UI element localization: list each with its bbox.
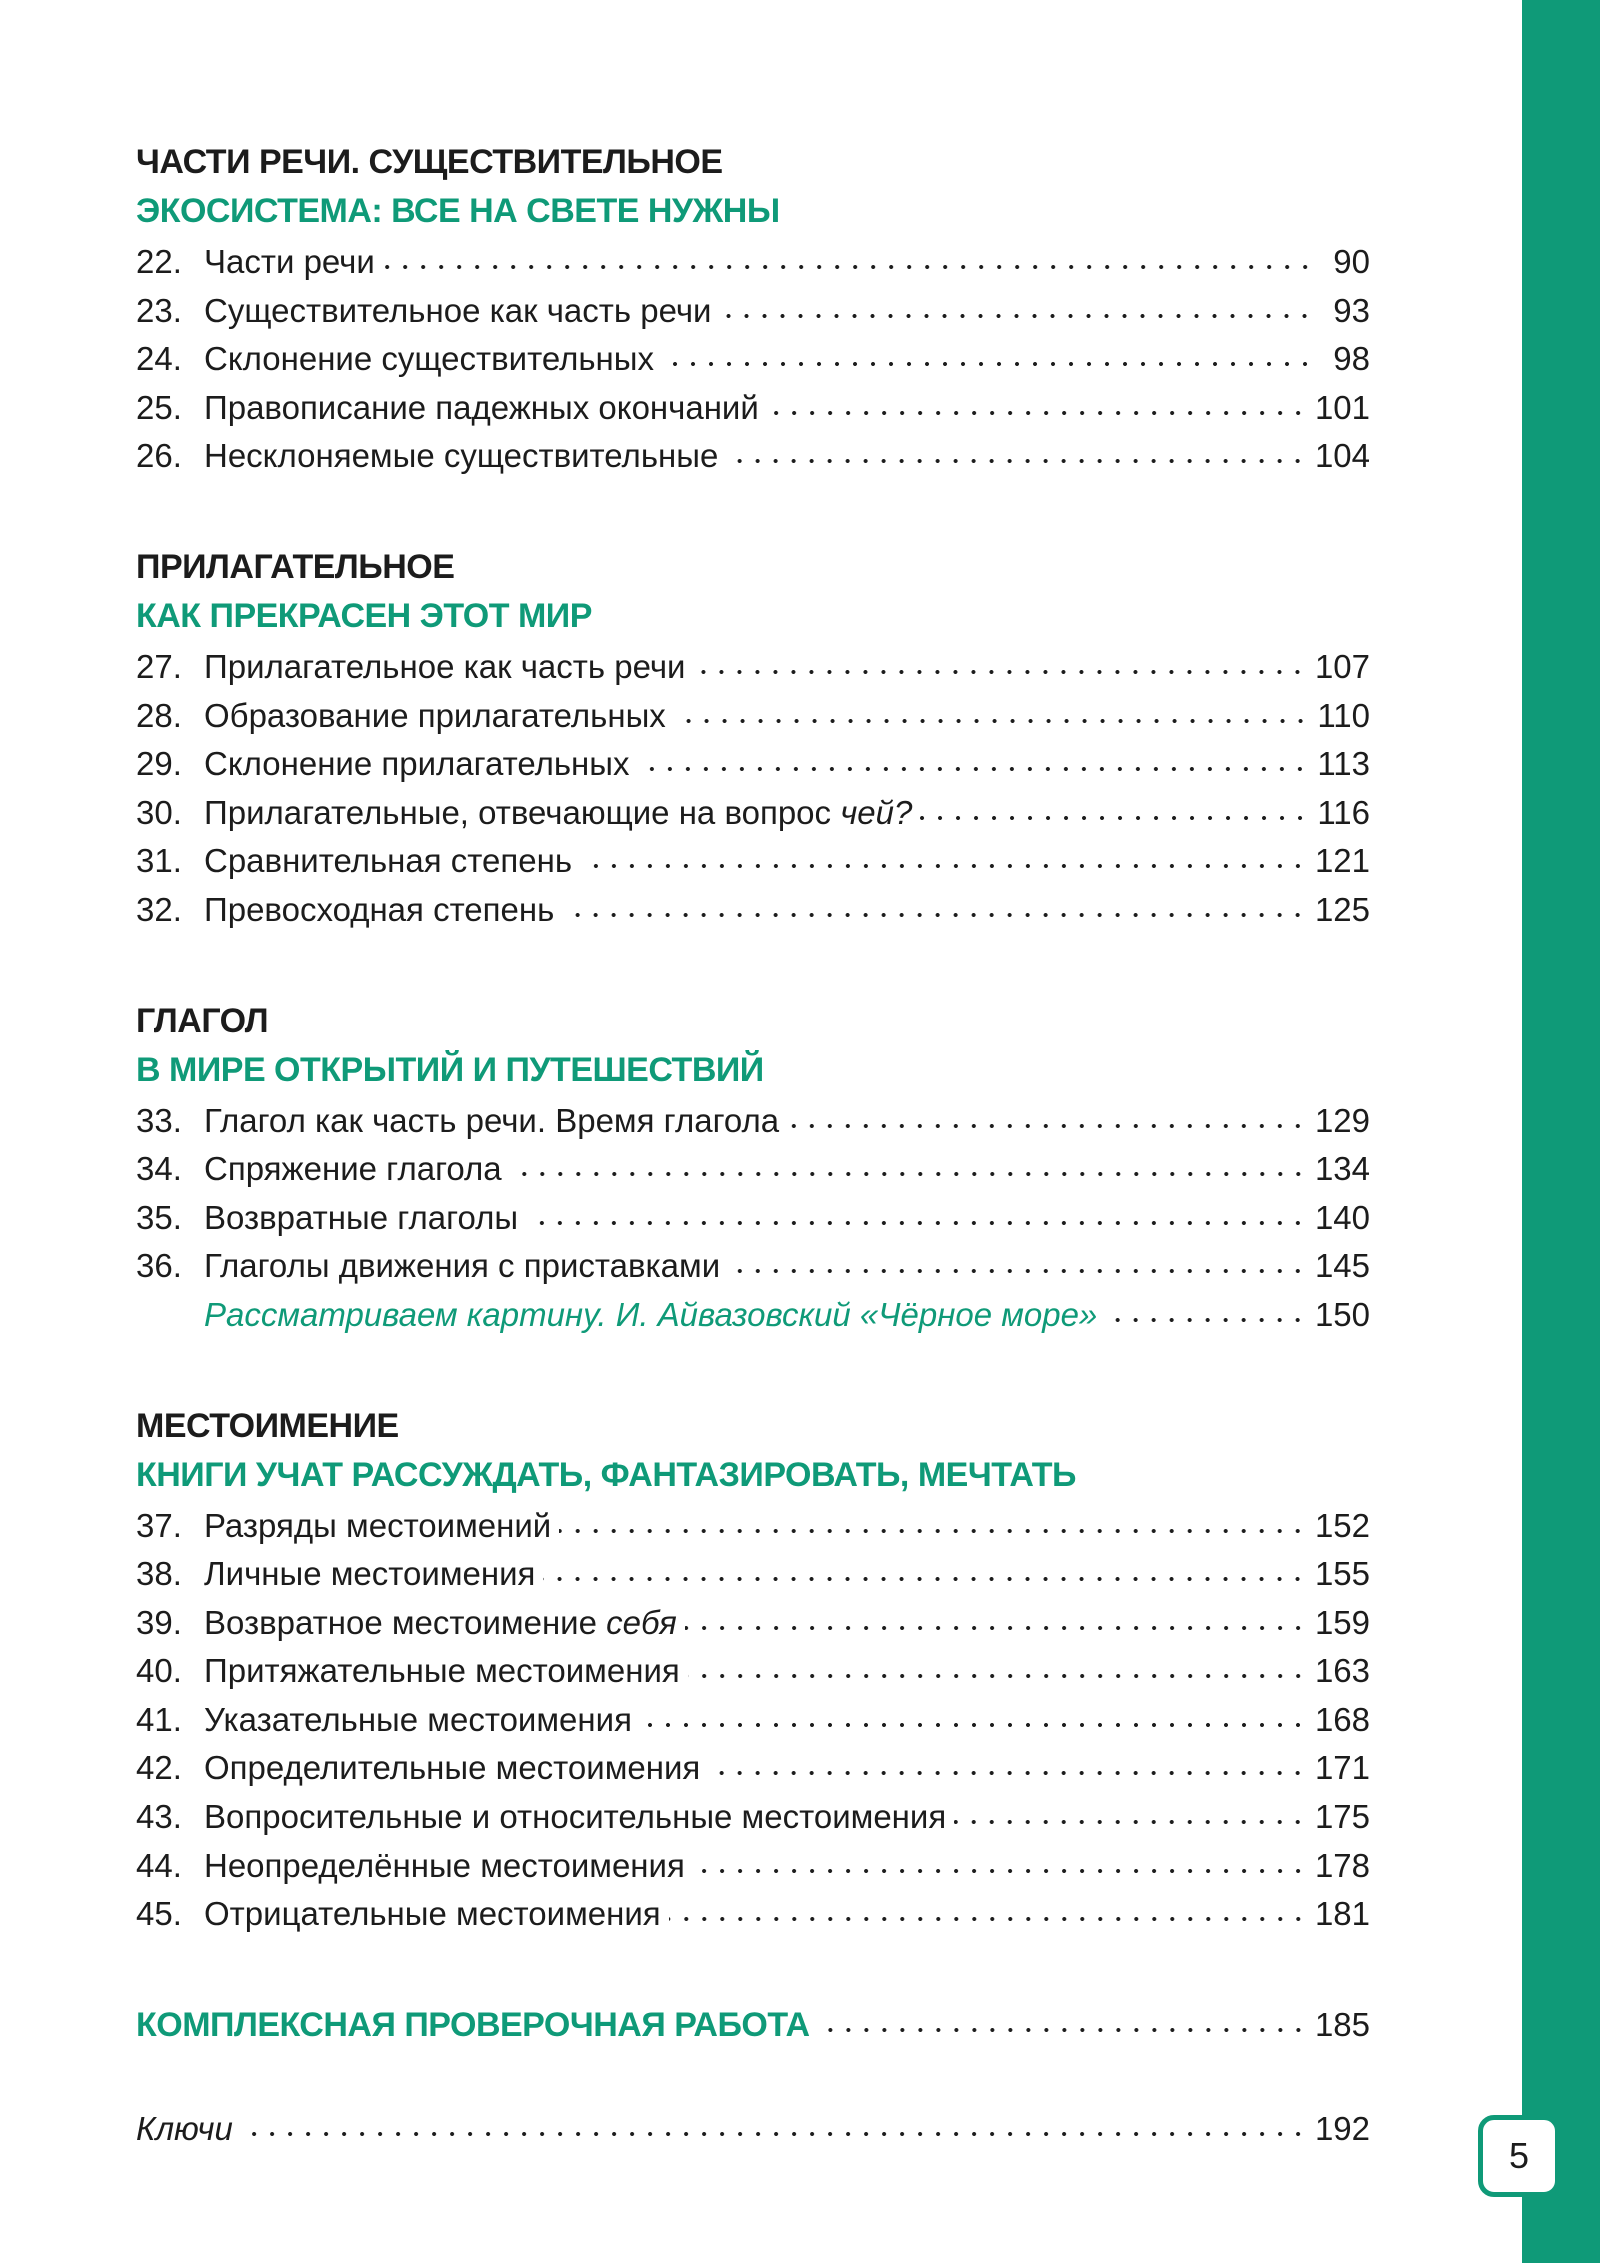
- section-subtitle: КНИГИ УЧАТ РАССУЖДАТЬ, ФАНТАЗИРОВАТЬ, МЕЧТАТЬ: [136, 1455, 1076, 1494]
- toc-entry[interactable]: [136, 432, 1370, 481]
- entry-page: 129: [1314, 1101, 1370, 1139]
- page-number-badge: 5: [1478, 2115, 1560, 2197]
- dot-leader: [693, 668, 1306, 676]
- entry-number: 31.: [136, 842, 182, 880]
- dot-leader: [728, 1267, 1307, 1275]
- entry-title: Определительные местоимения: [204, 1749, 701, 1787]
- dot-leader: [241, 2130, 1307, 2138]
- entry-title: Рассматриваем картину. И. Айвазовский «Чёрное море»: [204, 1295, 1098, 1333]
- entry-number: 26.: [136, 437, 182, 475]
- dot-leader: [920, 814, 1309, 822]
- entry-title: Глаголы движения с приставками: [204, 1247, 721, 1285]
- section-subtitle: КАК ПРЕКРАСЕН ЭТОТ МИР: [136, 596, 592, 635]
- entry-title: Указательные местоимения: [204, 1700, 632, 1738]
- entry-page: 116: [1317, 793, 1370, 831]
- entry-page: 163: [1314, 1652, 1370, 1690]
- entry-page: 150: [1314, 1295, 1370, 1333]
- toc-entry[interactable]: [136, 1145, 1370, 1194]
- entry-page: 121: [1314, 842, 1370, 880]
- entry-title: Склонение прилагательных: [204, 745, 630, 783]
- entry-title: Разряды местоимений: [204, 1506, 552, 1544]
- entry-page: 185: [1314, 2005, 1370, 2043]
- toc-entry[interactable]: [136, 1890, 1370, 1939]
- dot-leader: [526, 1219, 1307, 1227]
- entry-title: Прилагательное как часть речи: [204, 647, 686, 685]
- entry-title-text: Прилагательные, отвечающие на вопрос: [204, 793, 841, 831]
- entry-number: 38.: [136, 1555, 182, 1593]
- entry-page: 155: [1314, 1555, 1370, 1593]
- section-title: ЧАСТИ РЕЧИ. СУЩЕСТВИТЕЛЬНОЕ: [136, 143, 723, 181]
- entry-page: 93: [1333, 291, 1370, 329]
- entry-title: Отрицательные местоимения: [204, 1895, 661, 1933]
- dot-leader: [510, 1170, 1307, 1178]
- entry-page: 104: [1314, 437, 1370, 475]
- entry-number: 42.: [136, 1749, 182, 1787]
- keys-entry[interactable]: [136, 2105, 1370, 2154]
- dot-leader: [383, 263, 1314, 271]
- dot-leader: [674, 717, 1310, 725]
- toc-entry[interactable]: [136, 1647, 1370, 1696]
- dot-leader: [719, 312, 1314, 320]
- entry-page: 175: [1314, 1798, 1370, 1836]
- entry-page: 125: [1314, 890, 1370, 928]
- final-test-title: КОМПЛЕКСНАЯ ПРОВЕРОЧНАЯ РАБОТА: [136, 2005, 810, 2044]
- toc-entry[interactable]: [136, 1097, 1370, 1146]
- entry-title: Притяжательные местоимения: [204, 1652, 680, 1690]
- dot-leader: [818, 2026, 1307, 2034]
- dot-leader: [580, 862, 1307, 870]
- entry-number: 28.: [136, 696, 182, 734]
- entry-number: 36.: [136, 1247, 182, 1285]
- toc-entry[interactable]: [136, 287, 1370, 336]
- dot-leader: [685, 1624, 1307, 1632]
- dot-leader: [562, 911, 1307, 919]
- entry-number: 44.: [136, 1846, 182, 1884]
- entry-number: 43.: [136, 1798, 182, 1836]
- section-subtitle: В МИРЕ ОТКРЫТИЙ И ПУТЕШЕСТВИЙ: [136, 1050, 764, 1089]
- dot-leader: [640, 1721, 1307, 1729]
- entry-page: 98: [1333, 340, 1370, 378]
- dot-leader: [669, 1915, 1307, 1923]
- toc-entry[interactable]: [136, 1550, 1370, 1599]
- entry-title: Возвратные глаголы: [204, 1198, 519, 1236]
- toc-entry[interactable]: [136, 1502, 1370, 1551]
- toc-entry[interactable]: [136, 740, 1370, 789]
- toc-section: [136, 997, 1370, 1340]
- side-color-bar: [1522, 0, 1600, 2263]
- entry-title: Спряжение глагола: [204, 1150, 502, 1188]
- toc-entry[interactable]: [136, 1599, 1370, 1648]
- dot-leader: [1105, 1316, 1307, 1324]
- toc-entry[interactable]: [136, 692, 1370, 741]
- dot-leader: [693, 1867, 1307, 1875]
- toc-section: [136, 138, 1370, 481]
- final-test-entry[interactable]: [136, 2001, 1370, 2050]
- toc-entry[interactable]: [136, 789, 1370, 838]
- toc-entry[interactable]: [136, 1242, 1370, 1291]
- entry-number: 34.: [136, 1150, 182, 1188]
- entry-page: 110: [1317, 696, 1370, 734]
- entry-number: 25.: [136, 388, 182, 426]
- toc-section: [136, 1402, 1370, 1939]
- section-subtitle: ЭКОСИСТЕМА: ВСЕ НА СВЕТЕ НУЖНЫ: [136, 192, 780, 230]
- entry-page: 192: [1314, 2110, 1370, 2148]
- entry-title: Превосходная степень: [204, 890, 555, 928]
- entry-number: 30.: [136, 793, 182, 831]
- entry-title: Склонение существительных: [204, 340, 654, 378]
- toc-entry[interactable]: [136, 643, 1370, 692]
- toc-entry[interactable]: [136, 1696, 1370, 1745]
- entry-title: [204, 1599, 677, 1648]
- toc-entry[interactable]: [136, 1842, 1370, 1891]
- entry-number: 45.: [136, 1895, 182, 1933]
- dot-leader: [787, 1122, 1307, 1130]
- entry-page: 152: [1314, 1506, 1370, 1544]
- entry-number: 27.: [136, 647, 182, 685]
- entry-page: 178: [1314, 1846, 1370, 1884]
- entry-title: Правописание падежных окончаний: [204, 388, 759, 426]
- entry-title: [204, 789, 912, 838]
- entry-number: 22.: [136, 243, 182, 280]
- entry-number: 40.: [136, 1652, 182, 1690]
- dot-leader: [954, 1818, 1307, 1826]
- toc-section: [136, 543, 1370, 935]
- entry-page: 159: [1314, 1603, 1370, 1641]
- dot-leader: [637, 765, 1309, 773]
- entry-page: 145: [1314, 1247, 1370, 1285]
- entry-page: 101: [1314, 388, 1370, 426]
- entry-title: Несклоняемые существительные: [204, 437, 719, 475]
- entry-title: Глагол как часть речи. Время глагола: [204, 1101, 780, 1139]
- toc-entry[interactable]: [136, 384, 1370, 433]
- section-title: ПРИЛАГАТЕЛЬНОЕ: [136, 547, 455, 586]
- entry-title: Неопределённые местоимения: [204, 1846, 685, 1884]
- entry-title: Существительное как часть речи: [204, 291, 712, 329]
- entry-number: 41.: [136, 1700, 182, 1738]
- entry-page: 171: [1314, 1749, 1370, 1787]
- entry-page: 168: [1314, 1700, 1370, 1738]
- toc-entry[interactable]: [136, 238, 1370, 287]
- toc-entry[interactable]: [136, 335, 1370, 384]
- entry-title-text: Возвратное местоимение: [204, 1603, 607, 1641]
- toc-entry[interactable]: [136, 1194, 1370, 1243]
- keys-section: [136, 2105, 1370, 2154]
- entry-title: Части речи: [204, 243, 375, 280]
- entry-title: Вопросительные и относительные местоимения: [204, 1798, 947, 1836]
- entry-number: 35.: [136, 1198, 182, 1236]
- toc-entry[interactable]: [136, 1744, 1370, 1793]
- dot-leader: [688, 1672, 1307, 1680]
- entry-title: Сравнительная степень: [204, 842, 573, 880]
- entry-page: 107: [1314, 647, 1370, 685]
- entry-page: 140: [1314, 1198, 1370, 1236]
- section-title: ГЛАГОЛ: [136, 1001, 269, 1040]
- toc-entry-painting[interactable]: [136, 1291, 1370, 1340]
- dot-leader: [559, 1527, 1307, 1535]
- toc-entry[interactable]: [136, 1793, 1370, 1842]
- toc-entry[interactable]: [136, 837, 1370, 886]
- dot-leader: [767, 409, 1307, 417]
- entry-number: 32.: [136, 890, 182, 928]
- table-of-contents: [136, 138, 1370, 2216]
- keys-title: Ключи: [136, 2110, 233, 2148]
- entry-number: 29.: [136, 745, 182, 783]
- entry-number: 37.: [136, 1506, 182, 1544]
- toc-entry[interactable]: [136, 886, 1370, 935]
- entry-title-italic: чей?: [840, 793, 913, 831]
- dot-leader: [543, 1575, 1307, 1583]
- entry-number: 33.: [136, 1101, 182, 1139]
- entry-number: 24.: [136, 340, 182, 378]
- entry-page: 90: [1333, 243, 1370, 280]
- dot-leader: [708, 1769, 1307, 1777]
- entry-number: 23.: [136, 291, 182, 329]
- entry-title: Личные местоимения: [204, 1555, 536, 1593]
- entry-page: 134: [1314, 1150, 1370, 1188]
- entry-page: 181: [1314, 1895, 1370, 1933]
- entry-title-italic: себя: [606, 1603, 677, 1641]
- final-test-section: [136, 2001, 1370, 2050]
- section-title: МЕСТОИМЕНИЕ: [136, 1406, 399, 1445]
- entry-title: Образование прилагательных: [204, 696, 666, 734]
- entry-page: 113: [1317, 745, 1370, 783]
- entry-number: 39.: [136, 1603, 182, 1641]
- dot-leader: [662, 360, 1314, 368]
- dot-leader: [726, 457, 1307, 465]
